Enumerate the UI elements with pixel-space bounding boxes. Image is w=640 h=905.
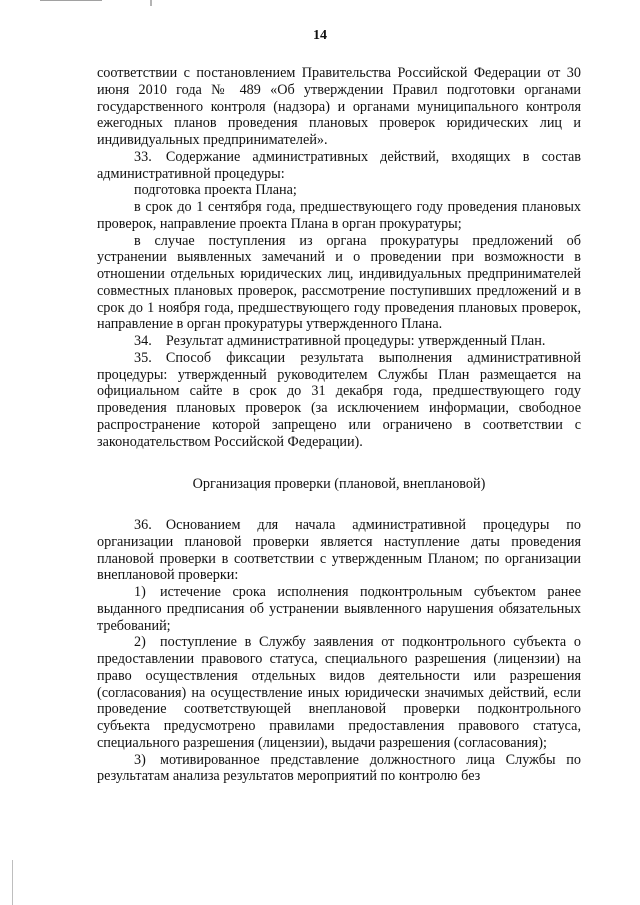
section-heading: Организация проверки (плановой, внеплановой) (192, 476, 486, 493)
page-number: 14 (313, 28, 327, 43)
scan-mark-top-right (150, 0, 152, 6)
paragraph: соответствии с постановлением Правительства Российской Федерации от 30 июня 2010 года № 489 «Об утверждении Правил подготовки органами государственного контроля (надзора) и органами муниципального контроля ежегодных планов проведения плановых проверок юридических лиц и индивидуальных предпринимателей». (97, 65, 581, 148)
paragraph-item-35: 35. Способ фиксации результата выполнения административной процедуры: утвержденный руководителем Службы План размещается на официальном сайте в срок до 31 декабря года, предшествующего году проведения плановых проверок (за исключением информации, свободное распространение которой запрещено или ограничено в соответствии с законодательством Российской Федерации). (97, 349, 581, 450)
scan-mark-left (12, 860, 13, 905)
paragraph: в случае поступления из органа прокуратуры предложений об устранении выявленных замечаний и о проведении при возможности в отношении отдельных юридических лиц, индивидуальных предпринимателей совместных плановых проверок, рассмотрение поступивших предложений и в срок до 1 ноября года, предшествующего году проведения плановых проверок, направление в орган прокуратуры утвержденного Плана. (97, 232, 581, 333)
document-body (97, 65, 581, 785)
list-item-1: 1) истечение срока исполнения подконтрольным субъектом ранее выданного предписания об устранении выявленного нарушения обязательных требований; (97, 584, 581, 634)
list-item-3: 3) мотивированное представление должностного лица Службы по результатам анализа результатов мероприятий по контролю без (97, 751, 581, 785)
paragraph-item-36: 36. Основанием для начала административной процедуры по организации плановой проверки является наступление даты проведения плановой проверки в соответствии с утвержденным Планом; по организации внеплановой проверки: (97, 517, 581, 584)
paragraph-item-33: 33. Содержание административных действий, входящих в состав административной процедуры: (97, 148, 581, 182)
paragraph: в срок до 1 сентября года, предшествующего году проведения плановых проверок, направление проекта Плана в орган прокуратуры; (97, 199, 581, 232)
list-item-2: 2) поступление в Службу заявления от подконтрольного субъекта о предоставлении правового статуса, специального разрешения (лицензии) на право осуществления отдельных видов деятельности или разрешения (согласования) на осуществление иных юридически значимых действий, если проведение соответствующей внеплановой проверки подконтрольного субъекта предусмотрено правилами предоставления правового статуса, специального разрешения (лицензии), выдачи разрешения (согласования); (97, 634, 581, 751)
scan-mark-top (40, 0, 102, 1)
paragraph-item-34: 34. Результат административной процедуры: утвержденный План. (134, 333, 546, 349)
paragraph: подготовка проекта Плана; (134, 182, 297, 199)
